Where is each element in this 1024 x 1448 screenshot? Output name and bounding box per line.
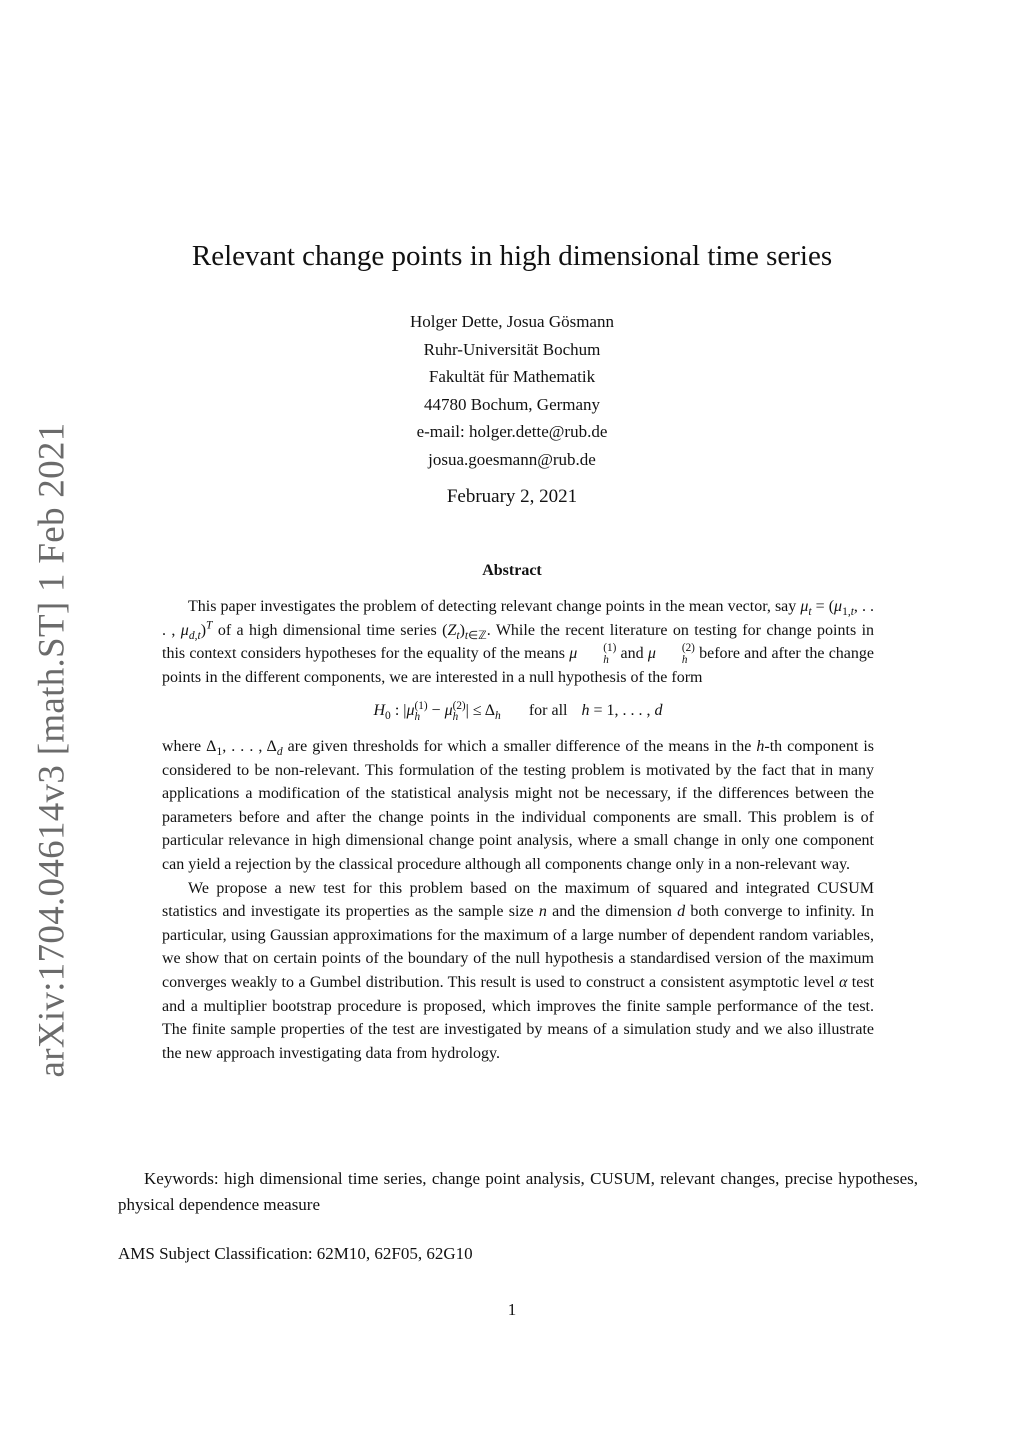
abstract-body (162, 595, 874, 1065)
affiliation-university: Ruhr-Universität Bochum (423, 339, 601, 359)
page-number: 1 (507, 1300, 517, 1319)
author-email-1: e-mail: holger.dette@rub.de (416, 422, 608, 442)
abstract-paragraph-2: where $\Delta_1$, . . . , $\Delta_d$ are given thresholds for which a smaller difference of the means in the h-th component is considered to be non-relevant. This formulation of the testing problem is motivated by the fact that in many applications a modification of the statistical analysis might not be necessary, if the differences between the parameters before and after the change points in the individual components are small. This problem is of particular relevance in high dimensional change point analysis, where a small change in only one component can yield a rejection by the classical procedure although all components change only in a non-relevant way. (162, 737, 874, 873)
ams-classification: AMS Subject Classification: 62M10, 62F05, 62G10 (118, 1244, 473, 1263)
abstract-heading: Abstract (482, 562, 542, 579)
keywords: Keywords: high dimensional time series, change point analysis, CUSUM, relevant changes, precise hypotheses, physical dependence measure (118, 1169, 918, 1214)
arxiv-watermark: arXiv:1704.04614v3 [math.ST] 1 Feb 2021 (31, 422, 73, 1078)
paper-date: February 2, 2021 (446, 486, 578, 507)
author-names: Holger Dette, Josua Gösmann (410, 312, 614, 331)
formula-forall: for all (528, 702, 568, 720)
abstract-paragraph-1: This paper investigates the problem of detecting relevant change points in the mean vector, say $\mu_t = (\mu_{1,t}$, . . . , $\mu_{d,t})^T$ of a high dimensional time series $(Z_t)_{t\in ℤ}$. While the recent literature on testing for change points in this context considers hypotheses for the equality of the means μ (1) h and μ (2) h before and after the change points in the different components, we are interested in a null hypothesis of the form (162, 598, 875, 686)
abstract-paragraph-3: We propose a new test for this problem based on the maximum of squared and integrated CUSUM statistics and investigate its properties as the sample size n and the dimension d both converge to infinity. In particular, using Gaussian approximations for the maximum of a large number of dependent random variables, we show that on certain points of the boundary of the null hypothesis a standardised version of the maximum converges weakly to a Gumbel distribution. This result is used to construct a consistent asymptotic level α test and a multiplier bootstrap procedure is proposed, which improves the finite sample performance of the test. The finite sample properties of the test are investigated by means of a simulation study and we also illustrate the new approach investigating data from hydrology. (162, 879, 875, 1062)
affiliation-faculty: Fakultät für Mathematik (428, 367, 596, 387)
null-hypothesis-formula: $H_0$ : |μ (1) h − μ (2) h | ≤ $\Delta_h$ for all h = 1, . . . , d (373, 699, 663, 723)
author-email-2: josua.goesmann@rub.de (428, 449, 596, 469)
affiliation-address: 44780 Bochum, Germany (423, 394, 601, 414)
author-block (0, 308, 1024, 474)
paper-title: Relevant change points in high dimensional time series (191, 240, 833, 272)
